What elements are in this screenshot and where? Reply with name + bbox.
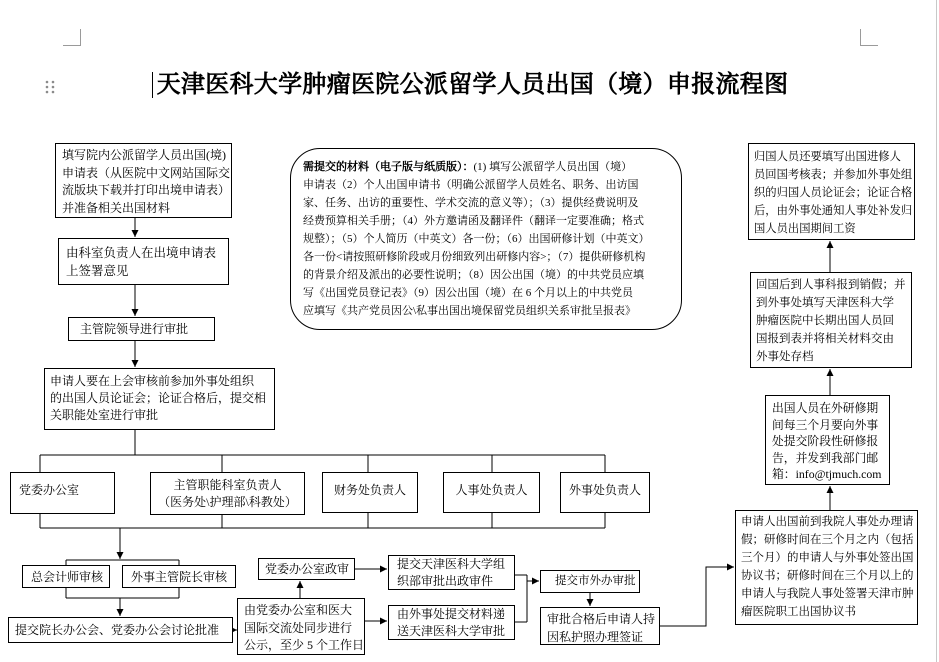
step-organization-dept: 提交天津医科大学组 织部审批出政审件 — [388, 555, 515, 590]
step-fill-application-form: 填写院内公派留学人员出国(境) 申请表（从医院中文网站国际交 流版块下载并打印出境申请表） 并准备相关出国材料 — [55, 143, 232, 218]
document-title: 天津医科大学肿瘤医院公派留学人员出国（境）申报流程图 — [156, 72, 789, 98]
materials-heading: 需提交的材料（电子版与纸质版）： — [303, 161, 474, 173]
step-publicity: 由党委办公室和医大 国际交流处同步进行 公示，至少 5 个工作日 — [237, 598, 365, 655]
step-return-registration: 回国后到人事科报到销假；并 到外事处填写天津医科大学 肿瘤医院中长期出国人员回 国报到表并将相关材料交由 外事处存档 — [750, 272, 912, 368]
step-argument-meeting: 申请人要在上会审核前参加外事处组织 的出国人员论证会；论证合格后，提交相 关职能处室进行审批 — [44, 368, 275, 430]
required-materials-note — [290, 148, 682, 330]
step-city-fao-approval: 提交市外办审批 — [540, 570, 640, 593]
dept-foreign-affairs-head: 外事处负责人 — [560, 472, 650, 513]
step-university-submission: 由外事处提交材料递 送天津医科大学审批 — [388, 605, 515, 640]
step-progress-report: 出国人员在外研修期 间每三个月要向外事 处提交阶段性研修报 告，并发到我部门邮 箱：info@tjmuch.com — [765, 395, 890, 485]
step-dept-head-sign: 由科室负责人在出境申请表 上签署意见 — [58, 238, 229, 285]
step-chief-accountant-review: 总会计师审核 — [22, 565, 110, 588]
dept-functional-head: 主管职能科室负责人 （医务处\护理部\科教处） — [150, 472, 305, 515]
step-party-political-review: 党委办公室政审 — [258, 558, 355, 580]
materials-body: (1) 填写公派留学人员出国（境） 申请表（2）个人出国申请书（明确公派留学人员姓名、职务、出访国 家、任务、出访的重要性、学术交流的意义等）；（3）提供经费说明及 经费预算相关手册；（4）外方邀请函及翻译件（翻译一定要准确；格式 规整）；（5）个人简历（中英文）各一份；（6）出国研修计划（中英文） 各一份<请按照研修阶段或月份细致列出研修内容>；（7）提供研修机构 的背景介绍及派出的必要性说明；（8）因公出国（境）的中共党员应填 写《出国党员登记表》（9）因公出国（境）在 6 个月以上的中共党员 应填写《共产党员因公\私事出国出境保留党员组织关系审批呈报表》 — [303, 161, 650, 317]
step-leave-and-agreement: 申请人出国前到我院人事处办理请 假；研修时间在三个月之内（包括 三个月）的申请人与外事处签出国 协议书；研修时间在三个月以上的 申请人与我院人事处签署天津市肿 瘤医院职工出国协议书 — [735, 510, 918, 625]
step-returnee-assessment: 归国人员还要填写出国进修人 员回国考核表；并参加外事处组 织的归国人员论证会；论证合格 后，由外事处通知人事处补发归 国人员出国期间工资 — [748, 143, 915, 240]
arrow-visa-to-leave-agreement — [660, 567, 734, 626]
dept-hr-head: 人事处负责人 — [443, 472, 540, 513]
dept-finance-head: 财务处负责人 — [322, 472, 418, 513]
step-foreign-affairs-vp-review: 外事主管院长审核 — [122, 565, 236, 588]
step-leadership-meeting: 提交院长办公会、党委办公会讨论批准 — [8, 617, 233, 643]
dept-party-office: 党委办公室 — [10, 472, 115, 514]
step-leader-approval: 主管院领导进行审批 — [68, 317, 215, 341]
step-visa: 审批合格后申请人持 因私护照办理签证 — [540, 607, 660, 645]
